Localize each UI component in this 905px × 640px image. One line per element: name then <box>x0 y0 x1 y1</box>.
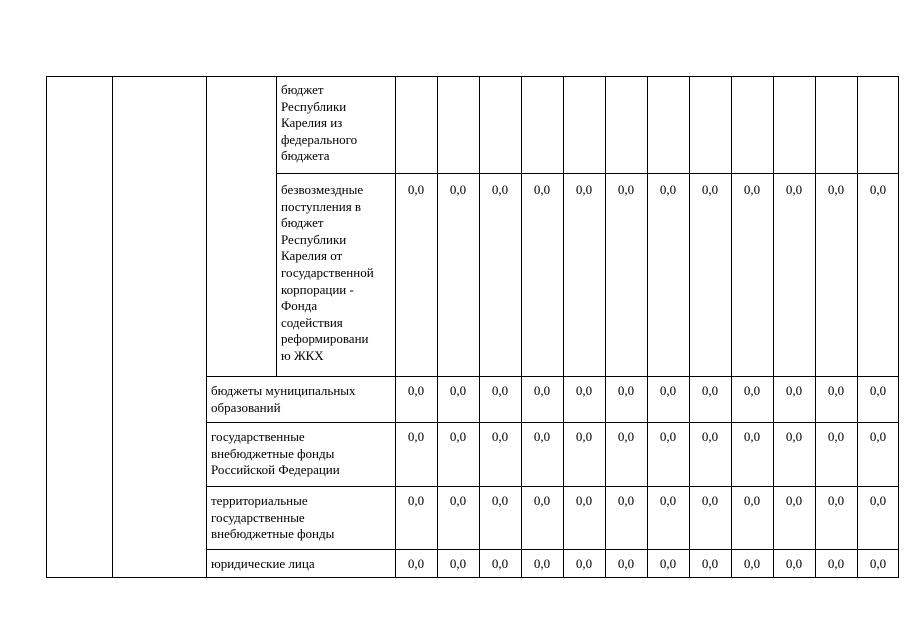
value-cell: 0,0 <box>407 383 425 398</box>
value-cell: 0,0 <box>407 429 425 444</box>
row-divider <box>206 376 899 377</box>
value-cell: 0,0 <box>533 493 551 508</box>
value-cell: 0,0 <box>869 429 887 444</box>
value-cell: 0,0 <box>575 429 593 444</box>
value-cell: 0,0 <box>491 383 509 398</box>
value-cell: 0,0 <box>827 429 845 444</box>
column-divider <box>206 76 207 578</box>
value-cell: 0,0 <box>617 493 635 508</box>
value-cell: 0,0 <box>659 383 677 398</box>
table-border-right <box>898 76 899 578</box>
value-cell: 0,0 <box>785 383 803 398</box>
value-cell: 0,0 <box>869 493 887 508</box>
value-cell: 0,0 <box>743 182 761 197</box>
row-label: территориальные государственные внебюджетные фонды <box>211 493 335 542</box>
value-cell: 0,0 <box>449 182 467 197</box>
value-cell: 0,0 <box>743 429 761 444</box>
value-cell: 0,0 <box>407 493 425 508</box>
value-cell: 0,0 <box>869 556 887 571</box>
value-cell: 0,0 <box>743 493 761 508</box>
row-label: безвозмездные поступления в бюджет Республики Карелия от государственной корпорации - Фонда содействия реформировани ю ЖКХ <box>281 182 374 363</box>
value-cell: 0,0 <box>449 556 467 571</box>
value-cell: 0,0 <box>491 429 509 444</box>
row-label: юридические лица <box>211 556 315 571</box>
value-cell: 0,0 <box>659 182 677 197</box>
value-cell: 0,0 <box>491 182 509 197</box>
row-divider <box>206 422 899 423</box>
value-cell: 0,0 <box>785 493 803 508</box>
value-cell: 0,0 <box>659 556 677 571</box>
value-cell: 0,0 <box>407 556 425 571</box>
value-cell: 0,0 <box>701 493 719 508</box>
column-divider <box>276 76 277 376</box>
column-divider <box>112 76 113 578</box>
value-cell: 0,0 <box>701 182 719 197</box>
table-border-top <box>46 76 899 77</box>
value-cell: 0,0 <box>785 429 803 444</box>
value-cell: 0,0 <box>659 429 677 444</box>
value-cell: 0,0 <box>785 556 803 571</box>
value-cell: 0,0 <box>617 383 635 398</box>
value-cell: 0,0 <box>701 429 719 444</box>
value-cell: 0,0 <box>449 493 467 508</box>
row-divider <box>206 549 899 550</box>
value-cell: 0,0 <box>533 383 551 398</box>
table-border-left <box>46 76 47 578</box>
value-cell: 0,0 <box>701 556 719 571</box>
value-cell: 0,0 <box>827 182 845 197</box>
value-cell: 0,0 <box>491 493 509 508</box>
value-cell: 0,0 <box>407 182 425 197</box>
value-cell: 0,0 <box>827 493 845 508</box>
row-label: бюджеты муниципальных образований <box>211 383 356 415</box>
value-cell: 0,0 <box>533 182 551 197</box>
value-cell: 0,0 <box>617 182 635 197</box>
value-cell: 0,0 <box>575 556 593 571</box>
row-label: бюджет Республики Карелия из федерального бюджета <box>281 82 358 164</box>
row-divider <box>206 486 899 487</box>
row-label: государственные внебюджетные фонды Российской Федерации <box>211 429 340 478</box>
value-cell: 0,0 <box>533 429 551 444</box>
value-cell: 0,0 <box>575 182 593 197</box>
value-cell: 0,0 <box>491 556 509 571</box>
value-cell: 0,0 <box>869 383 887 398</box>
value-cell: 0,0 <box>617 429 635 444</box>
row-divider <box>276 173 899 174</box>
table-border-bottom <box>46 577 899 578</box>
value-cell: 0,0 <box>701 383 719 398</box>
value-cell: 0,0 <box>827 383 845 398</box>
value-cell: 0,0 <box>743 556 761 571</box>
value-cell: 0,0 <box>743 383 761 398</box>
value-cell: 0,0 <box>575 493 593 508</box>
value-cell: 0,0 <box>533 556 551 571</box>
value-cell: 0,0 <box>617 556 635 571</box>
value-cell: 0,0 <box>827 556 845 571</box>
value-cell: 0,0 <box>869 182 887 197</box>
value-cell: 0,0 <box>449 383 467 398</box>
value-cell: 0,0 <box>659 493 677 508</box>
value-cell: 0,0 <box>449 429 467 444</box>
value-cell: 0,0 <box>785 182 803 197</box>
value-cell: 0,0 <box>575 383 593 398</box>
